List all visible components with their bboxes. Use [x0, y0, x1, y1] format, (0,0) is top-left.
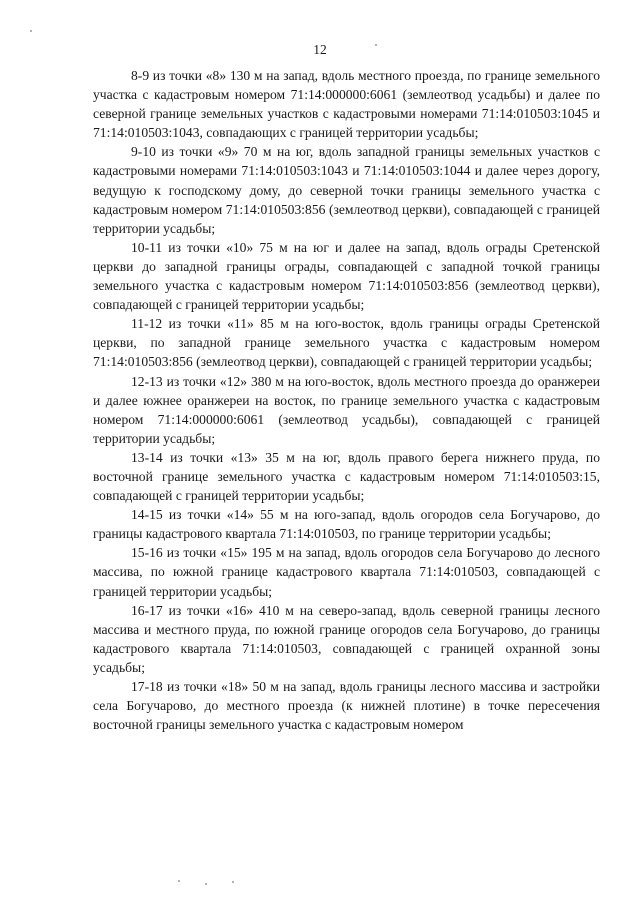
body-text — [93, 66, 600, 734]
paragraph-17-18: 17-18 из точки «18» 50 м на запад, вдоль границы лесного массива и застройки села Богучарово, до местного проезда (к нижней плотине) в точке пересечения восточной границы земельного участка с кадастровым номером — [93, 679, 600, 733]
paragraph-15-16: 15-16 из точки «15» 195 м на запад, вдоль огородов села Богучарово до лесного массива, по южной границе кадастрового квартала 71:14:010503, совпадающей с границей территории усадьбы; — [93, 545, 600, 599]
scan-speck — [375, 44, 377, 46]
paragraph-10-11: 10-11 из точки «10» 75 м на юг и далее на запад, вдоль ограды Сретенской церкви до западной границы ограды, совпадающей с западной точкой границы земельного участка с кадастровым номером 71:14:010503:856 (землеотвод церкви), совпадающей с границей территории усадьбы; — [93, 239, 600, 313]
paragraph-14-15: 14-15 из точки «14» 55 м на юго-запад, вдоль огородов села Богучарово, до границы кадастрового квартала 71:14:010503, по границе территории усадьбы; — [93, 507, 600, 542]
paragraph-8-9: 8-9 из точки «8» 130 м на запад, вдоль местного проезда, по границе земельного участка с кадастровым номером 71:14:000000:6061 (землеотвод усадьбы) и далее по северной границе земельных участков с кадастровыми номерами 71:14:010503:1045 и 71:14:010503:1043, совпадающих с границей территории усадьбы; — [93, 68, 600, 141]
page-number: 12 — [313, 42, 327, 57]
paragraph-16-17: 16-17 из точки «16» 410 м на северо-запад, вдоль северной границы лесного массива и местного пруда, по южной границе огородов села Богучарово, до границы кадастрового квартала 71:14:010503, совпадающей с границей охранной зоны усадьбы; — [93, 602, 600, 675]
paragraph-11-12: 11-12 из точки «11» 85 м на юго-восток, вдоль границы ограды Сретенской церкви, по западной границе земельного участка с кадастровым номером 71:14:010503:856 (землеотвод церкви), совпадающей с границей территории усадьбы; — [93, 316, 600, 370]
paragraph-9-10: 9-10 из точки «9» 70 м на юг, вдоль западной границы земельных участков с кадастровыми номерами 71:14:010503:1043 и 71:14:010503:1044 и далее через дорогу, ведущую к господскому дому, до северной точки границы земельного участка с кадастровым номером 71:14:010503:856 (землеотвод церкви), совпадающей с границей территории усадьбы; — [93, 144, 600, 236]
scan-speck — [205, 883, 207, 885]
paragraph-12-13: 12-13 из точки «12» 380 м на юго-восток, вдоль местного проезда до оранжереи и далее южнее оранжереи на восток, по границе земельного участка с кадастровым номером 71:14:000000:6061 (землеотвод усадьбы), совпадающей с границей территории усадьбы; — [93, 373, 600, 446]
scan-speck — [30, 30, 32, 32]
paragraph-13-14: 13-14 из точки «13» 35 м на юг, вдоль правого берега нижнего пруда, по восточной границе земельного участка с кадастровым номером 71:14:010503:15, совпадающей с границей территории усадьбы; — [93, 449, 600, 504]
scan-speck — [178, 880, 180, 882]
scan-speck — [232, 881, 234, 883]
